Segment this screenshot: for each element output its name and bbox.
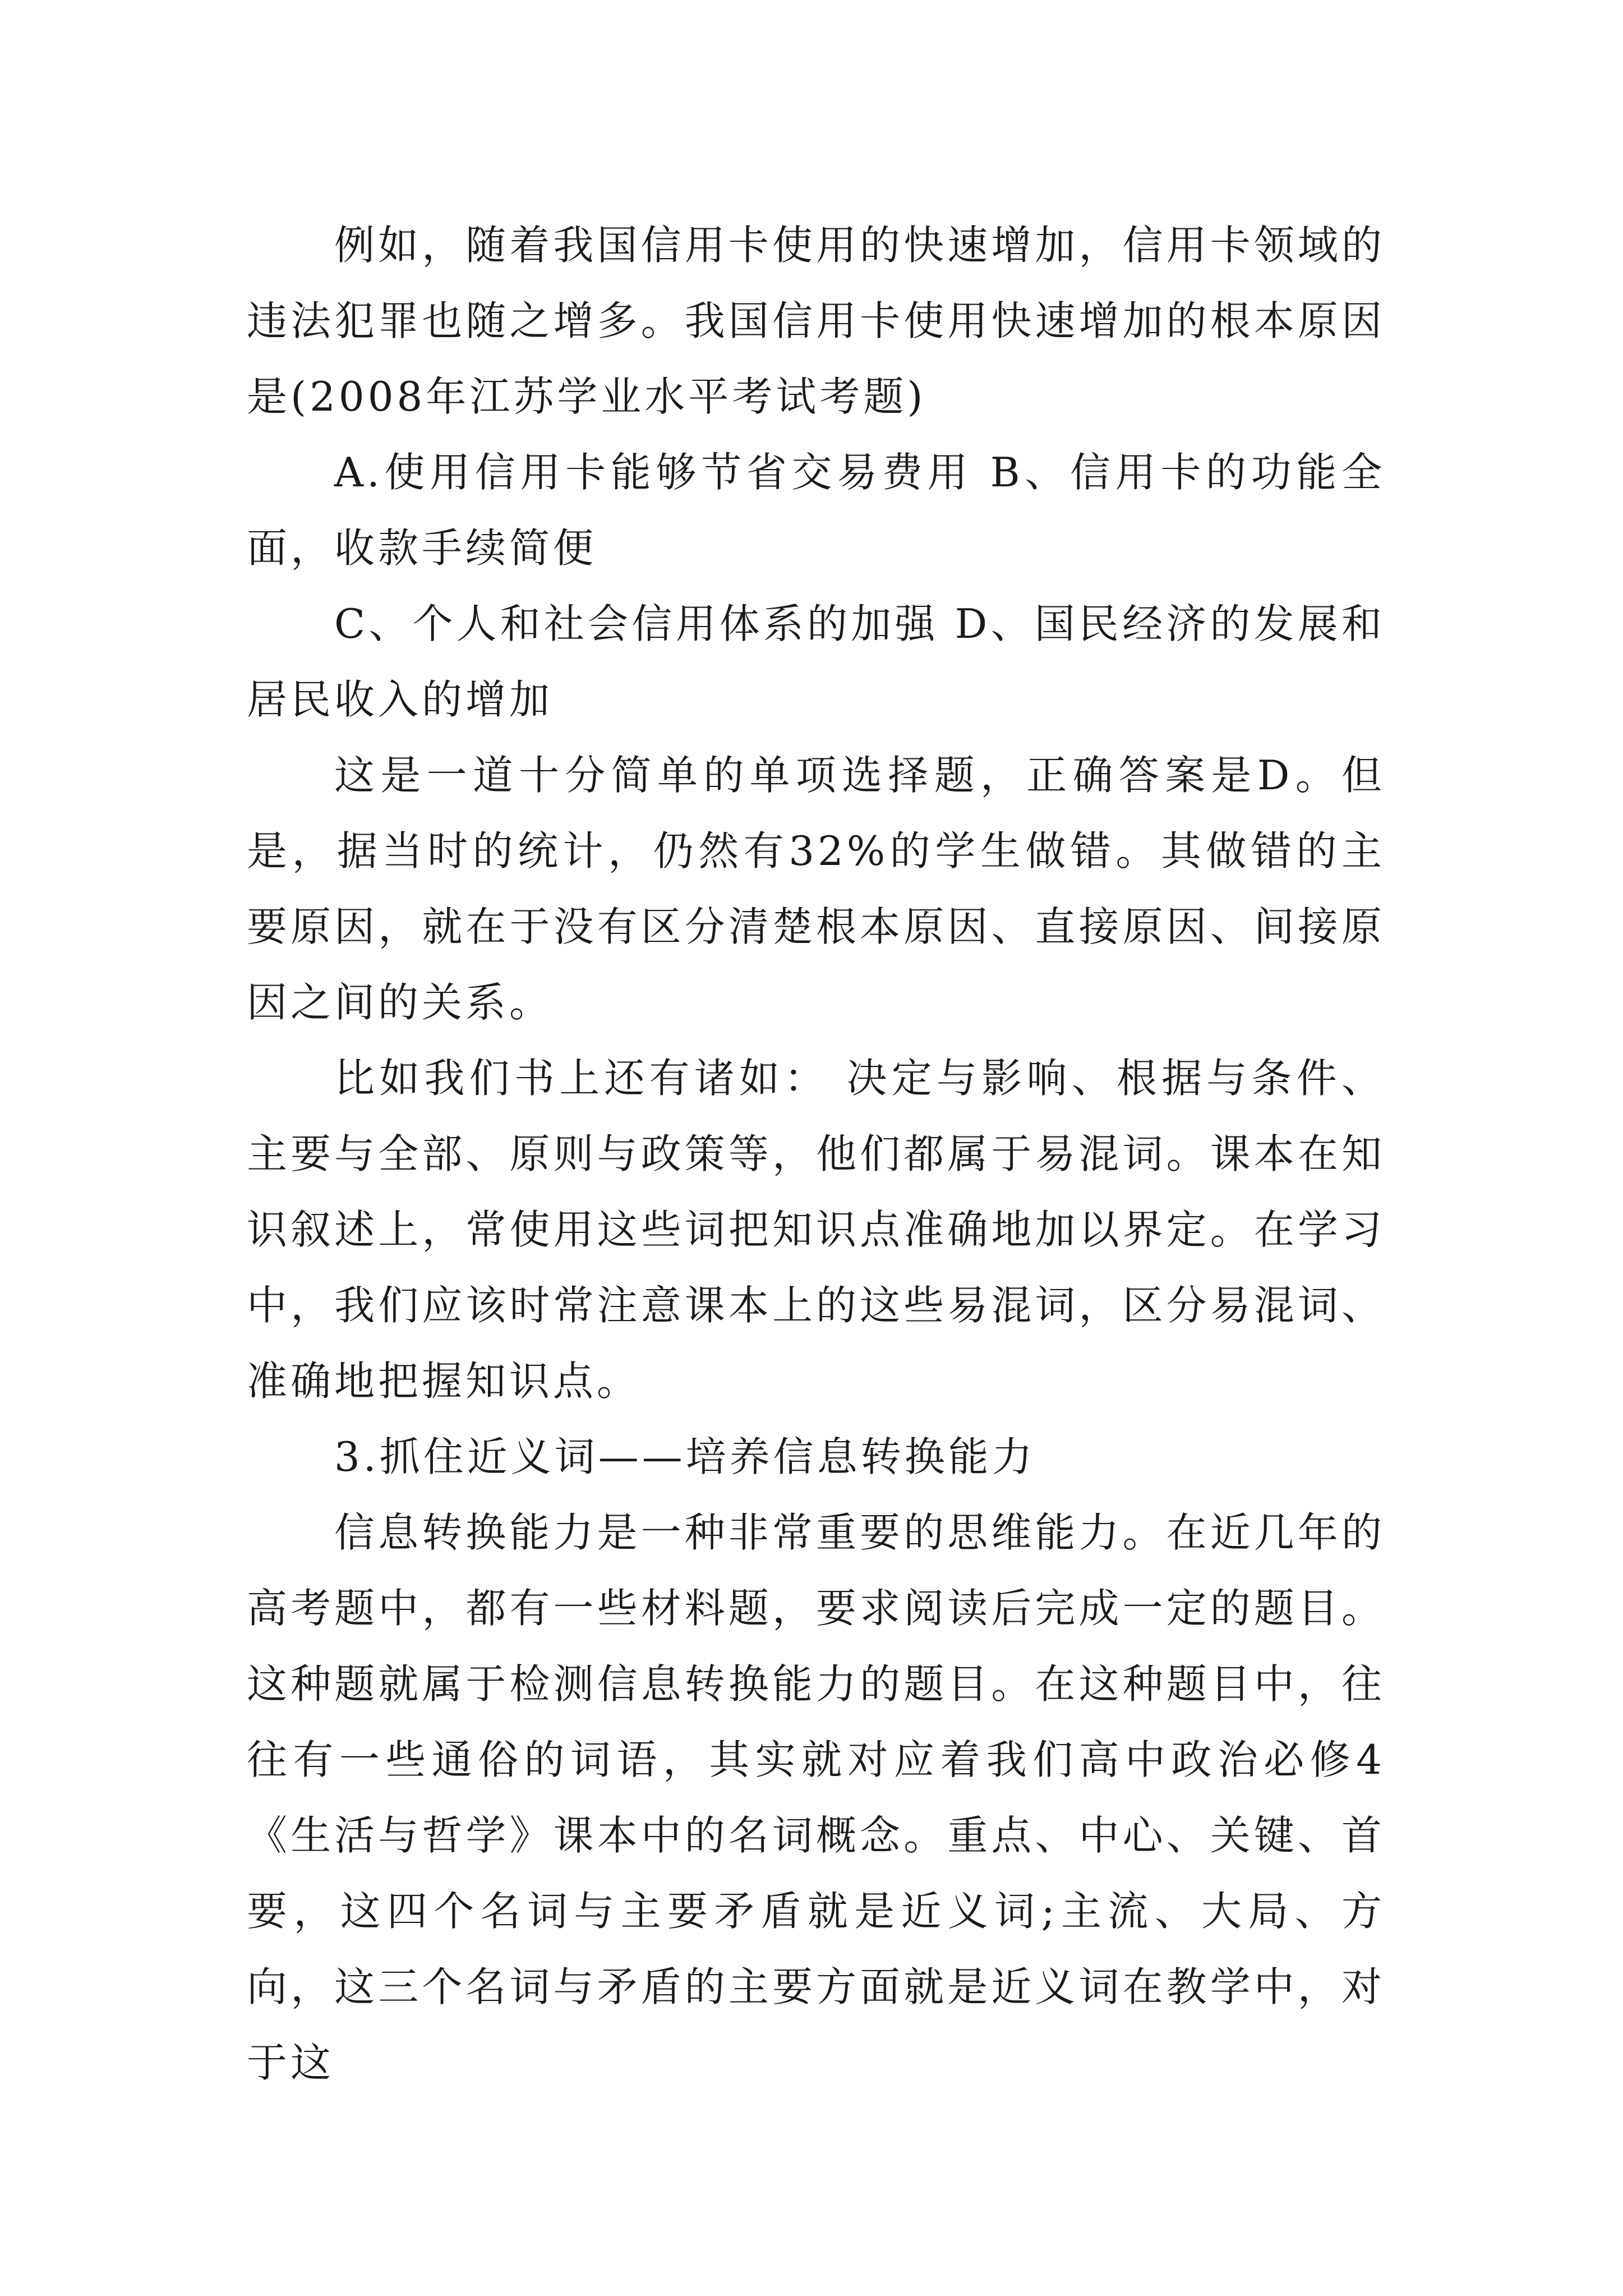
paragraph-credit-card-question: 例如，随着我国信用卡使用的快速增加，信用卡领域的违法犯罪也随之增多。我国信用卡使用快速增加的根本原因是(2008年江苏学业水平考试考题) [247,222,1385,420]
document-body [247,208,1385,2101]
paragraph-answer-analysis: 这是一道十分简单的单项选择题，正确答案是D。但是，据当时的统计，仍然有32%的学生做错。其做错的主要原因，就在于没有区分清楚根本原因、直接原因、间接原因之间的关系。 [247,752,1385,1026]
paragraph-confusable-words: 比如我们书上还有诸如： 决定与影响、根据与条件、主要与全部、原则与政策等，他们都属于易混词。课本在知识叙述上，常使用这些词把知识点准确地加以界定。在学习中，我们应该时常注意课本上的这些易混词，区分易混词、准确地把握知识点。 [247,1055,1385,1405]
paragraph-information-conversion: 信息转换能力是一种非常重要的思维能力。在近几年的高考题中，都有一些材料题，要求阅读后完成一定的题目。这种题就属于检测信息转换能力的题目。在这种题目中，往往有一些通俗的词语，其实就对应着我们高中政治必修4《生活与哲学》课本中的名词概念。重点、中心、关键、首要，这四个名词与主要矛盾就是近义词;主流、大局、方向，这三个名词与矛盾的主要方面就是近义词在教学中，对于这 [247,1509,1385,2086]
section-heading: 3.抓住近义词——培养信息转换能力 [334,1433,1036,1480]
paragraph-options-a-b: A.使用信用卡能够节省交易费用 B、信用卡的功能全面，收款手续简便 [247,449,1385,572]
paragraph-options-c-d: C、个人和社会信用体系的加强 D、国民经济的发展和居民收入的增加 [247,600,1385,723]
